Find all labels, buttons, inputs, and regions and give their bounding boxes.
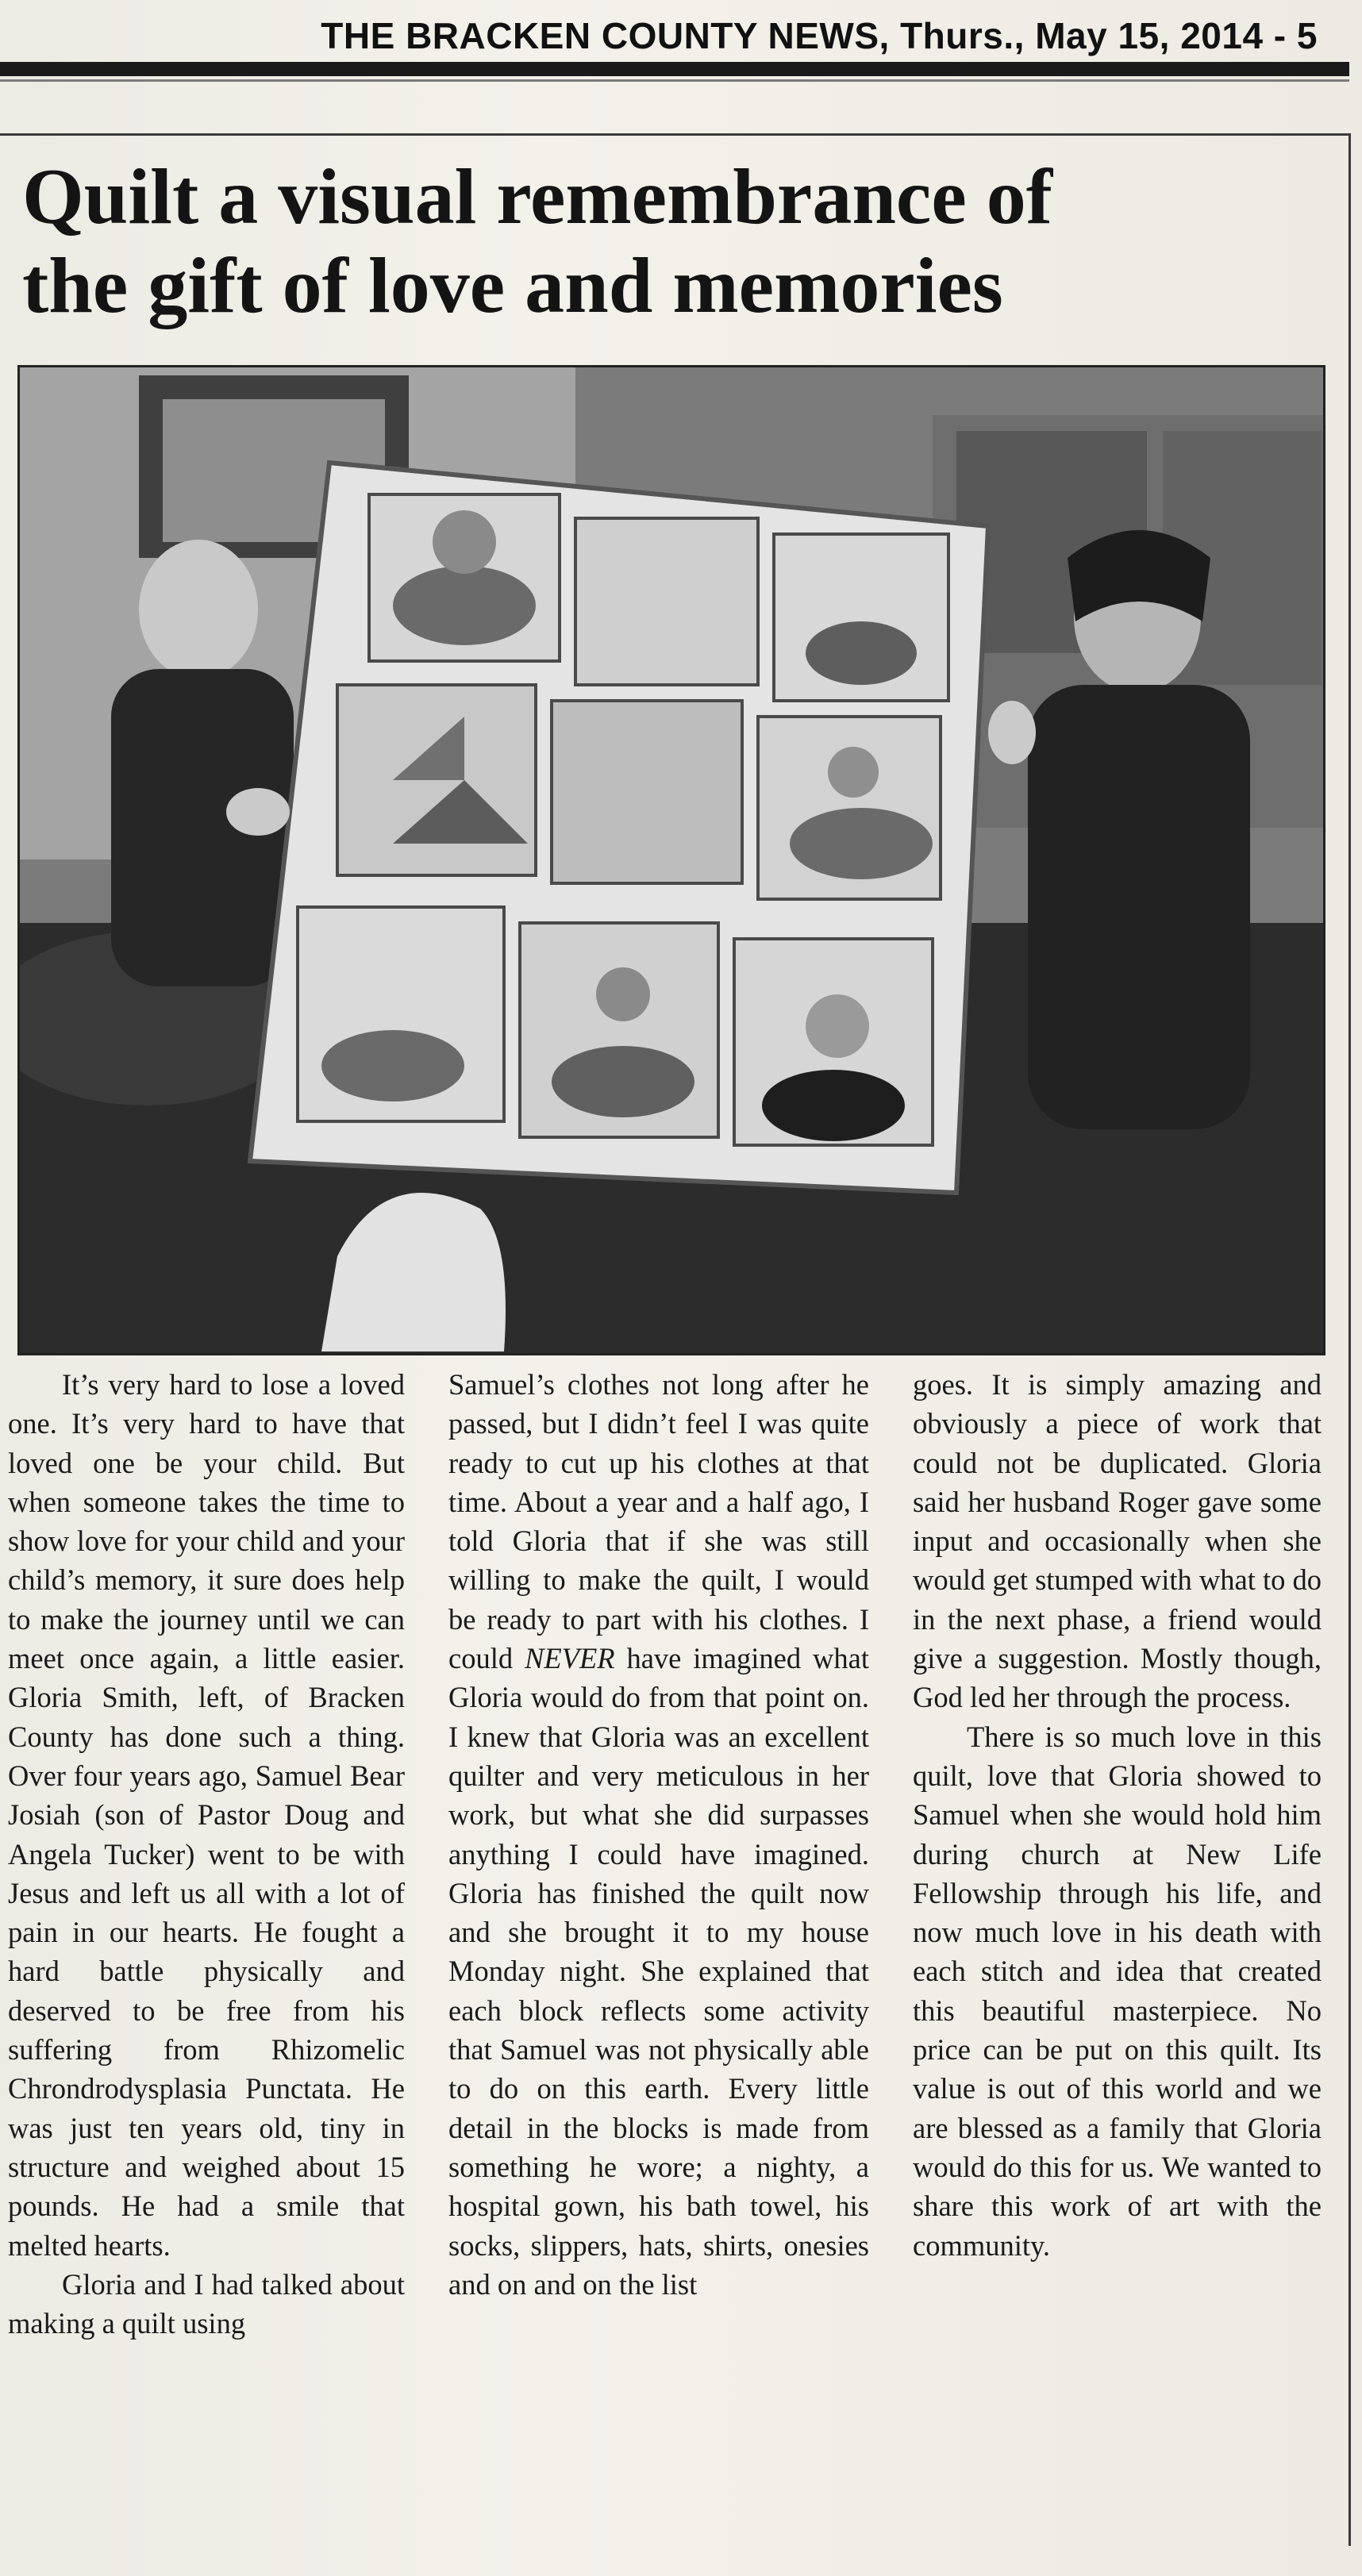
article-column-2 <box>448 1365 869 2539</box>
masthead-rule <box>0 62 1349 76</box>
paragraph-text: Samuel’s clothes not long after he passed, but I didn’t feel I was quite ready to cut up his clothes at that time. About a year and a half ago, I told Gloria that if she was still willing to make the quilt, I would be ready to part with his clothes. I could <box>448 1368 869 1675</box>
headline <box>22 152 1260 330</box>
masthead: THE BRACKEN COUNTY NEWS, Thurs., May 15, 2014 - 5 <box>321 15 1318 56</box>
article-column-3 <box>913 1365 1322 2539</box>
masthead-rule-thin <box>0 79 1349 82</box>
headline-line-1: Quilt a visual remembrance of <box>22 152 1052 240</box>
article-column-1 <box>8 1365 405 2539</box>
article-body <box>8 1365 1346 2539</box>
paragraph: goes. It is simply amazing and obviously a piece of work that could not be duplicated. Gloria said her husband Roger gave some input and occasionally when she would get stumped with what to do in the next phase, a friend would give a suggestion. Mostly though, God led her through the process. <box>913 1368 1322 1714</box>
paragraph: It’s very hard to lose a loved one. It’s very hard to have that loved one be your child. But when someone takes the time to show love for your child and your child’s memory, it sure does help to make the journey until we can meet once again, a little easier. Gloria Smith, left, of Bracken County has done such a thing. Over four years ago, Samuel Bear Josiah (son of Pastor Doug and Angela Tucker) went to be with Jesus and left us all with a lot of pain in our hearts. He fought a hard battle physically and deserved to be free from his suffering from Rhizomelic Chrondrodysplasia Punctata. He was just ten years old, tiny in structure and weighed about 15 pounds. He had a smile that melted hearts. <box>8 1368 405 2262</box>
paragraph: Gloria and I had talked about making a quilt using <box>8 2267 405 2340</box>
headline-line-2: the gift of love and memories <box>22 241 1003 329</box>
paragraph: There is so much love in this quilt, love that Gloria showed to Samuel when she would hold him during church at New Life Fellowship through his life, and now much love in his death with each stitch and idea that created this beautiful masterpiece. No price can be put on this quilt. Its value is out of this world and we are blessed as a family that Gloria would do this for us. We wanted to share this work of art with the community. <box>913 1720 1322 2262</box>
emphasis-text: NEVER <box>525 1642 615 1675</box>
paragraph-text: have imagined what Gloria would do from that point on. I knew that Gloria was an excellent quilter and very meticulous in her work, but what she did surpasses anything I could have imagined. Gloria has finished the quilt now and she brought it to my house Monday night. She explained that each block reflects some activity that Samuel was not physically able to do on this earth. Every little detail in the blocks is made from something he wore; a nighty, a hospital gown, his bath towel, his socks, slippers, hats, shirts, onesies and on and on the list <box>448 1642 869 2301</box>
quilt-photo <box>17 365 1325 1355</box>
paragraph <box>448 1365 869 2304</box>
